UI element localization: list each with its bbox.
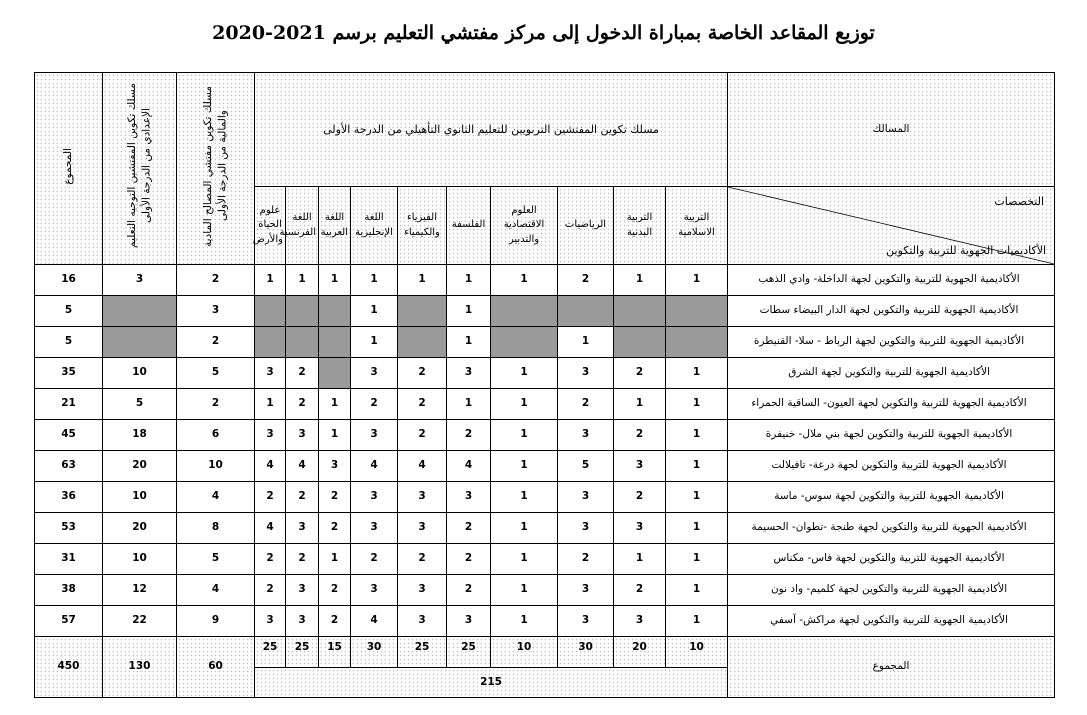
subject-count [491, 296, 558, 327]
table-row [35, 265, 1055, 296]
subject-count: 3 [286, 420, 319, 451]
table-row [35, 327, 1055, 358]
subject-total: 10 [491, 637, 558, 668]
academy-name: الأكاديمية الجهوية للتربية والتكوين لجهة فاس- مكناس [728, 544, 1055, 575]
subject-count: 3 [398, 575, 447, 606]
subject-count: 2 [319, 482, 351, 513]
orientation-count: 10 [103, 358, 177, 389]
orientation-count: 18 [103, 420, 177, 451]
subject-count: 1 [666, 482, 728, 513]
subject-count: 2 [351, 389, 398, 420]
subject-count: 2 [614, 575, 666, 606]
subject-count: 1 [666, 451, 728, 482]
subject-count: 1 [255, 265, 286, 296]
subject-count: 3 [614, 606, 666, 637]
subject-count: 1 [666, 606, 728, 637]
secondary-track-sum: 215 [255, 668, 728, 698]
subject-count: 1 [666, 420, 728, 451]
subject-total: 10 [666, 637, 728, 668]
orientation-count: 10 [103, 482, 177, 513]
subject-total: 25 [255, 637, 286, 668]
academy-name: الأكاديمية الجهوية للتربية والتكوين لجهة الرباط - سلا- القنيطرة [728, 327, 1055, 358]
subject-count: 1 [491, 358, 558, 389]
academies-label: الأكاديميات الجهوية للتربية والتكوين [886, 244, 1047, 258]
subject-count: 2 [614, 420, 666, 451]
table-row [35, 296, 1055, 327]
subject-count [319, 296, 351, 327]
subject-total: 25 [286, 637, 319, 668]
subject-count: 2 [319, 513, 351, 544]
subject-count [398, 327, 447, 358]
subject-count: 4 [255, 451, 286, 482]
orientation-total: 130 [103, 637, 177, 698]
subject-header: العلوم الاقتصادية والتدبير [491, 187, 558, 265]
financial-count: 2 [177, 327, 255, 358]
orientation-count [103, 296, 177, 327]
subject-header: الرياضيات [558, 187, 614, 265]
subject-count: 1 [614, 544, 666, 575]
subject-count: 3 [351, 575, 398, 606]
subject-count: 1 [491, 265, 558, 296]
orientation-count: 12 [103, 575, 177, 606]
subject-total: 30 [558, 637, 614, 668]
subject-header: التربية البدنية [614, 187, 666, 265]
subject-count: 4 [351, 606, 398, 637]
subject-count: 2 [319, 575, 351, 606]
subject-header: الفلسفة [447, 187, 491, 265]
orientation-track-header: مسلك تكوين المفتشين التوجيه التعليم الإعدادي من الدرجة الأولى [103, 73, 177, 265]
financial-count: 6 [177, 420, 255, 451]
row-total: 53 [35, 513, 103, 544]
financial-total: 60 [177, 637, 255, 698]
subject-count: 3 [351, 420, 398, 451]
subject-count: 1 [319, 265, 351, 296]
orientation-count: 5 [103, 389, 177, 420]
subject-count [491, 327, 558, 358]
academy-name: الأكاديمية الجهوية للتربية والتكوين لجهة سوس- ماسة [728, 482, 1055, 513]
table-row [35, 575, 1055, 606]
academy-name: الأكاديمية الجهوية للتربية والتكوين لجهة كلميم- واد نون [728, 575, 1055, 606]
subject-count: 1 [447, 327, 491, 358]
academy-name: الأكاديمية الجهوية للتربية والتكوين لجهة العيون- الساقية الحمراء [728, 389, 1055, 420]
academy-name: الأكاديمية الجهوية للتربية والتكوين لجهة الشرق [728, 358, 1055, 389]
subject-count: 2 [398, 544, 447, 575]
financial-count: 5 [177, 544, 255, 575]
subject-count: 3 [398, 513, 447, 544]
subject-count: 3 [447, 482, 491, 513]
subject-count [255, 296, 286, 327]
financial-count: 10 [177, 451, 255, 482]
subject-header: اللغة الإنجليزية [351, 187, 398, 265]
subject-count: 2 [614, 482, 666, 513]
subject-count: 1 [491, 420, 558, 451]
row-total: 21 [35, 389, 103, 420]
subject-count: 2 [398, 420, 447, 451]
subject-count: 2 [286, 389, 319, 420]
subject-count: 3 [398, 482, 447, 513]
subject-count: 1 [319, 544, 351, 575]
subject-header: اللغة الفرنسية [286, 187, 319, 265]
academy-name: الأكاديمية الجهوية للتربية والتكوين لجهة الداخلة- وادي الذهب [728, 265, 1055, 296]
subject-count: 3 [255, 606, 286, 637]
totals-label: المجموع [728, 637, 1055, 698]
subject-count: 3 [558, 575, 614, 606]
grand-total: 450 [35, 637, 103, 698]
subject-count: 1 [666, 513, 728, 544]
subject-count: 1 [491, 513, 558, 544]
subject-total: 15 [319, 637, 351, 668]
subject-count: 1 [558, 327, 614, 358]
orientation-count: 10 [103, 544, 177, 575]
subject-count: 3 [319, 451, 351, 482]
subject-count: 3 [558, 420, 614, 451]
orientation-count: 20 [103, 513, 177, 544]
subject-count: 5 [558, 451, 614, 482]
subject-count: 2 [398, 389, 447, 420]
subject-count [286, 296, 319, 327]
row-total: 57 [35, 606, 103, 637]
subject-count [666, 296, 728, 327]
specialties-label: التخصصات [994, 195, 1045, 208]
diagonal-header-cell [728, 187, 1055, 265]
subject-count: 3 [558, 513, 614, 544]
subject-count: 3 [255, 358, 286, 389]
financial-count: 4 [177, 575, 255, 606]
subject-count: 2 [447, 575, 491, 606]
subject-count: 1 [351, 265, 398, 296]
subject-count: 4 [351, 451, 398, 482]
subject-count: 1 [351, 296, 398, 327]
table-row [35, 389, 1055, 420]
subject-count: 3 [286, 606, 319, 637]
subject-total: 20 [614, 637, 666, 668]
table-row [35, 451, 1055, 482]
subject-count: 1 [255, 389, 286, 420]
subject-header: الفيزياء والكيمياء [398, 187, 447, 265]
subject-count: 4 [398, 451, 447, 482]
financial-count: 4 [177, 482, 255, 513]
subject-count: 1 [666, 544, 728, 575]
subject-count: 1 [319, 389, 351, 420]
subject-count: 3 [447, 606, 491, 637]
row-total: 36 [35, 482, 103, 513]
subject-count: 2 [255, 482, 286, 513]
subject-count [398, 296, 447, 327]
subject-count: 2 [558, 265, 614, 296]
subject-count: 1 [447, 265, 491, 296]
table-row [35, 606, 1055, 637]
subject-count: 1 [351, 327, 398, 358]
subject-header: التربية الاسلامية [666, 187, 728, 265]
table-row [35, 482, 1055, 513]
subject-count: 3 [255, 420, 286, 451]
subject-count [286, 327, 319, 358]
subject-count: 3 [447, 358, 491, 389]
academy-name: الأكاديمية الجهوية للتربية والتكوين لجهة الدار البيضاء سطات [728, 296, 1055, 327]
subject-count: 2 [447, 513, 491, 544]
subject-count: 1 [319, 420, 351, 451]
subject-count: 2 [286, 482, 319, 513]
orientation-count: 22 [103, 606, 177, 637]
academy-name: الأكاديمية الجهوية للتربية والتكوين لجهة درعة- تافيلالت [728, 451, 1055, 482]
subject-count: 1 [666, 265, 728, 296]
subject-count: 1 [447, 389, 491, 420]
subject-count: 3 [614, 513, 666, 544]
academy-name: الأكاديمية الجهوية للتربية والتكوين لجهة بني ملال- خنيفرة [728, 420, 1055, 451]
row-total: 38 [35, 575, 103, 606]
page-title: توزيع المقاعد الخاصة بمباراة الدخول إلى مركز مفتشي التعليم برسم 2021-2020 [212, 22, 875, 44]
subject-count: 2 [447, 544, 491, 575]
row-total: 35 [35, 358, 103, 389]
subject-count: 2 [398, 358, 447, 389]
subject-count: 4 [286, 451, 319, 482]
subject-count [319, 358, 351, 389]
financial-count: 3 [177, 296, 255, 327]
orientation-count: 3 [103, 265, 177, 296]
subject-count: 3 [351, 358, 398, 389]
subject-count: 2 [558, 544, 614, 575]
table-row [35, 420, 1055, 451]
subject-count: 3 [286, 575, 319, 606]
subject-count [666, 327, 728, 358]
subject-count: 1 [398, 265, 447, 296]
subject-count: 2 [447, 420, 491, 451]
subject-count [255, 327, 286, 358]
row-total: 63 [35, 451, 103, 482]
subject-count: 2 [286, 358, 319, 389]
subject-count: 1 [491, 575, 558, 606]
subject-count: 1 [614, 389, 666, 420]
totals-row [35, 637, 1055, 668]
subject-count: 3 [398, 606, 447, 637]
orientation-count [103, 327, 177, 358]
row-total: 5 [35, 327, 103, 358]
subject-count [558, 296, 614, 327]
subject-count: 1 [666, 358, 728, 389]
subject-count: 1 [666, 575, 728, 606]
subject-count: 1 [447, 296, 491, 327]
secondary-track-header: مسلك تكوين المفتشين التربويين للتعليم الثانوي التأهيلي من الدرجة الأولى [255, 73, 728, 187]
financial-count: 2 [177, 389, 255, 420]
financial-count: 2 [177, 265, 255, 296]
academy-name: الأكاديمية الجهوية للتربية والتكوين لجهة مراكش- آسفي [728, 606, 1055, 637]
subject-header: اللغة العربية [319, 187, 351, 265]
subject-count: 1 [491, 389, 558, 420]
subject-count: 4 [255, 513, 286, 544]
subject-count: 2 [286, 544, 319, 575]
subject-total: 25 [398, 637, 447, 668]
financial-count: 8 [177, 513, 255, 544]
subject-count: 1 [666, 389, 728, 420]
subject-count: 3 [558, 358, 614, 389]
subject-count: 3 [558, 482, 614, 513]
subject-header: علوم الحياة والأرض [255, 187, 286, 265]
subject-count: 3 [351, 482, 398, 513]
subject-count: 2 [319, 606, 351, 637]
subject-count: 1 [614, 265, 666, 296]
tracks-header: المسالك [728, 73, 1055, 187]
table-row [35, 544, 1055, 575]
subject-count: 1 [491, 544, 558, 575]
row-total: 31 [35, 544, 103, 575]
subject-count: 2 [351, 544, 398, 575]
subject-count: 2 [255, 575, 286, 606]
subject-count: 3 [286, 513, 319, 544]
subject-count: 1 [491, 482, 558, 513]
orientation-count: 20 [103, 451, 177, 482]
subject-count: 3 [351, 513, 398, 544]
row-total: 16 [35, 265, 103, 296]
seat-distribution-table [34, 72, 1055, 698]
row-total: 5 [35, 296, 103, 327]
table-row [35, 513, 1055, 544]
subject-count: 2 [558, 389, 614, 420]
subject-count: 4 [447, 451, 491, 482]
financial-count: 5 [177, 358, 255, 389]
financial-count: 9 [177, 606, 255, 637]
subject-total: 30 [351, 637, 398, 668]
subject-count: 1 [286, 265, 319, 296]
academy-name: الأكاديمية الجهوية للتربية والتكوين لجهة طنجة -تطوان- الحسيمة [728, 513, 1055, 544]
subject-count [319, 327, 351, 358]
subject-count [614, 296, 666, 327]
subject-total: 25 [447, 637, 491, 668]
row-total: 45 [35, 420, 103, 451]
table-row [35, 358, 1055, 389]
subject-count: 2 [255, 544, 286, 575]
total-header: المجموع [35, 73, 103, 265]
subject-count: 3 [614, 451, 666, 482]
subject-count: 3 [558, 606, 614, 637]
subject-count: 1 [491, 606, 558, 637]
subject-count: 1 [491, 451, 558, 482]
subject-count [614, 327, 666, 358]
financial-track-header: مسلك تكوين مفتشي المصالح المادية والمالية من الدرجة الأولى [177, 73, 255, 265]
subject-count: 2 [614, 358, 666, 389]
